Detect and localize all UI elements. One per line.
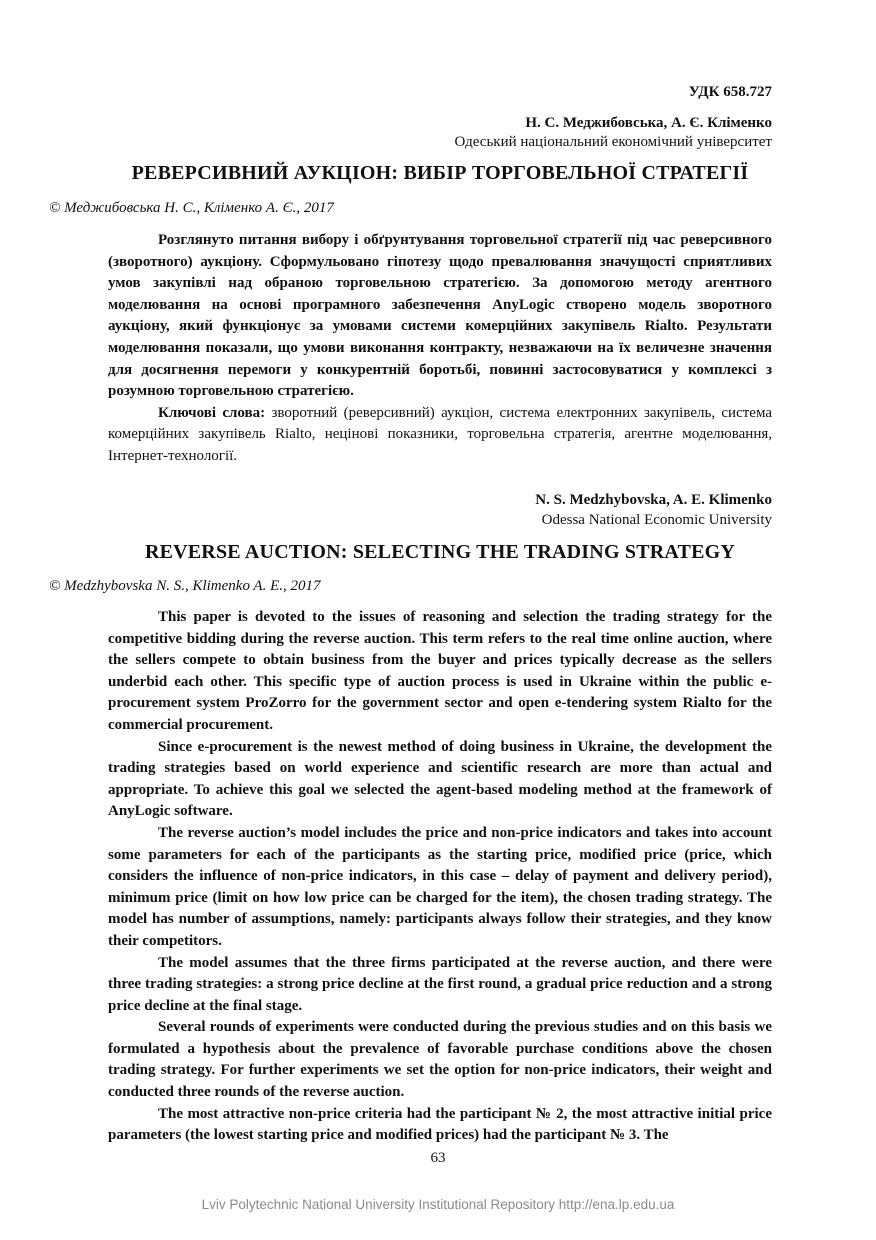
en-paragraph: The model assumes that the three firms participated at the reverse auction, and there were three trading strategies: a strong price decline at the first round, a gradual price reduction and a strong price decline at the final stage. [108,954,772,1014]
ua-keywords [108,403,772,468]
repository-footer: Lviv Polytechnic National University Institutional Repository http://ena.lp.edu.ua [201,1197,675,1212]
ua-keywords-label: Ключові слова: [158,404,266,421]
en-paragraph: The reverse auction’s model includes the price and non-price indicators and takes into account some parameters for each of the participants as the starting price, modified price (price, which considers the influence of non-price indicators, in this case – delay of payment and delivery period), minimum price (limit on how low price can be charged for the item), the chosen trading strategy. The model has number of assumptions, namely: participants always follow their strategies, and they know their competitors. [108,824,772,949]
ua-copyright: © Меджибовська Н. С., Кліменко А. Є., 2017 [49,200,334,216]
page-number: 63 [430,1150,446,1166]
en-paragraph: This paper is devoted to the issues of reasoning and selection the trading strategy for the competitive bidding during the reverse auction. This term refers to the real time online auction, where the sellers compete to obtain business from the buyer and prices typically decrease as the sellers underbid each other. This specific type of auction process is used in Ukraine within the public e-procurement system ProZorro for the government sector and open e-tendering system Rialto for the commercial procurement. [108,609,772,733]
en-paragraph: Several rounds of experiments were conducted during the previous studies and on this basis we formulated a hypothesis about the prevalence of favorable purchase conditions above the chosen trading strategy. For further experiments we set the option for non-price indicators, their weight and conducted three rounds of the reverse auction. [108,1019,772,1101]
ua-affiliation: Одеський національний економічний університет [454,134,772,150]
en-copyright: © Medzhybovska N. S., Klimenko A. E., 2017 [49,578,321,594]
ua-abstract-block [108,230,772,468]
ua-title: РЕВЕРСИВНИЙ АУКЦІОН: ВИБІР ТОРГОВЕЛЬНОЇ СТРАТЕГІЇ [131,162,749,184]
en-affiliation: Odessa National Economic University [541,512,772,528]
ua-authors: Н. С. Меджибовська, А. Є. Кліменко [525,115,772,131]
en-title: REVERSE AUCTION: SELECTING THE TRADING STRATEGY [144,541,736,563]
en-body [108,607,772,1147]
en-paragraph: Since e-procurement is the newest method of doing business in Ukraine, the development the trading strategies based on world experience and scientific research are more than actual and appropriate. To achieve this goal we selected the agent-based modeling method at the framework of AnyLogic software. [108,738,772,820]
en-authors: N. S. Medzhybovska, A. E. Klimenko [535,492,772,508]
udk-code: УДК 658.727 [688,84,772,100]
en-paragraph: The most attractive non-price criteria had the participant № 2, the most attractive initial price parameters (the lowest starting price and modified prices) had the participant № 3. The [108,1105,772,1144]
ua-abstract: Розглянуто питання вибору і обґрунтування торговельної стратегії під час реверсивного (зворотного) аукціону. Сформульовано гіпотезу щодо превалювання значущості сприятливих умов закупівлі над обраною торговельною стратегією. За допомогою методу агентного моделювання на основі програмного забезпечення AnyLogic створено модель зворотного аукціону, який функціонує за умовами системи комерційних закупівель Rialto. Результати моделювання показали, що умови виконання контракту, незважаючи на їх величезне значення для досягнення перемоги у конкурентній боротьбі, повинні застосовуватися у комплексі з розумною торговельною стратегією. [108,232,772,400]
ua-keywords-text: зворотний (реверсивний) аукціон, система електронних закупівель, система комерційних закупівель Rialto, нецінові показники, торговельна стратегія, агентне моделювання, Інтернет-технології. [108,404,772,464]
